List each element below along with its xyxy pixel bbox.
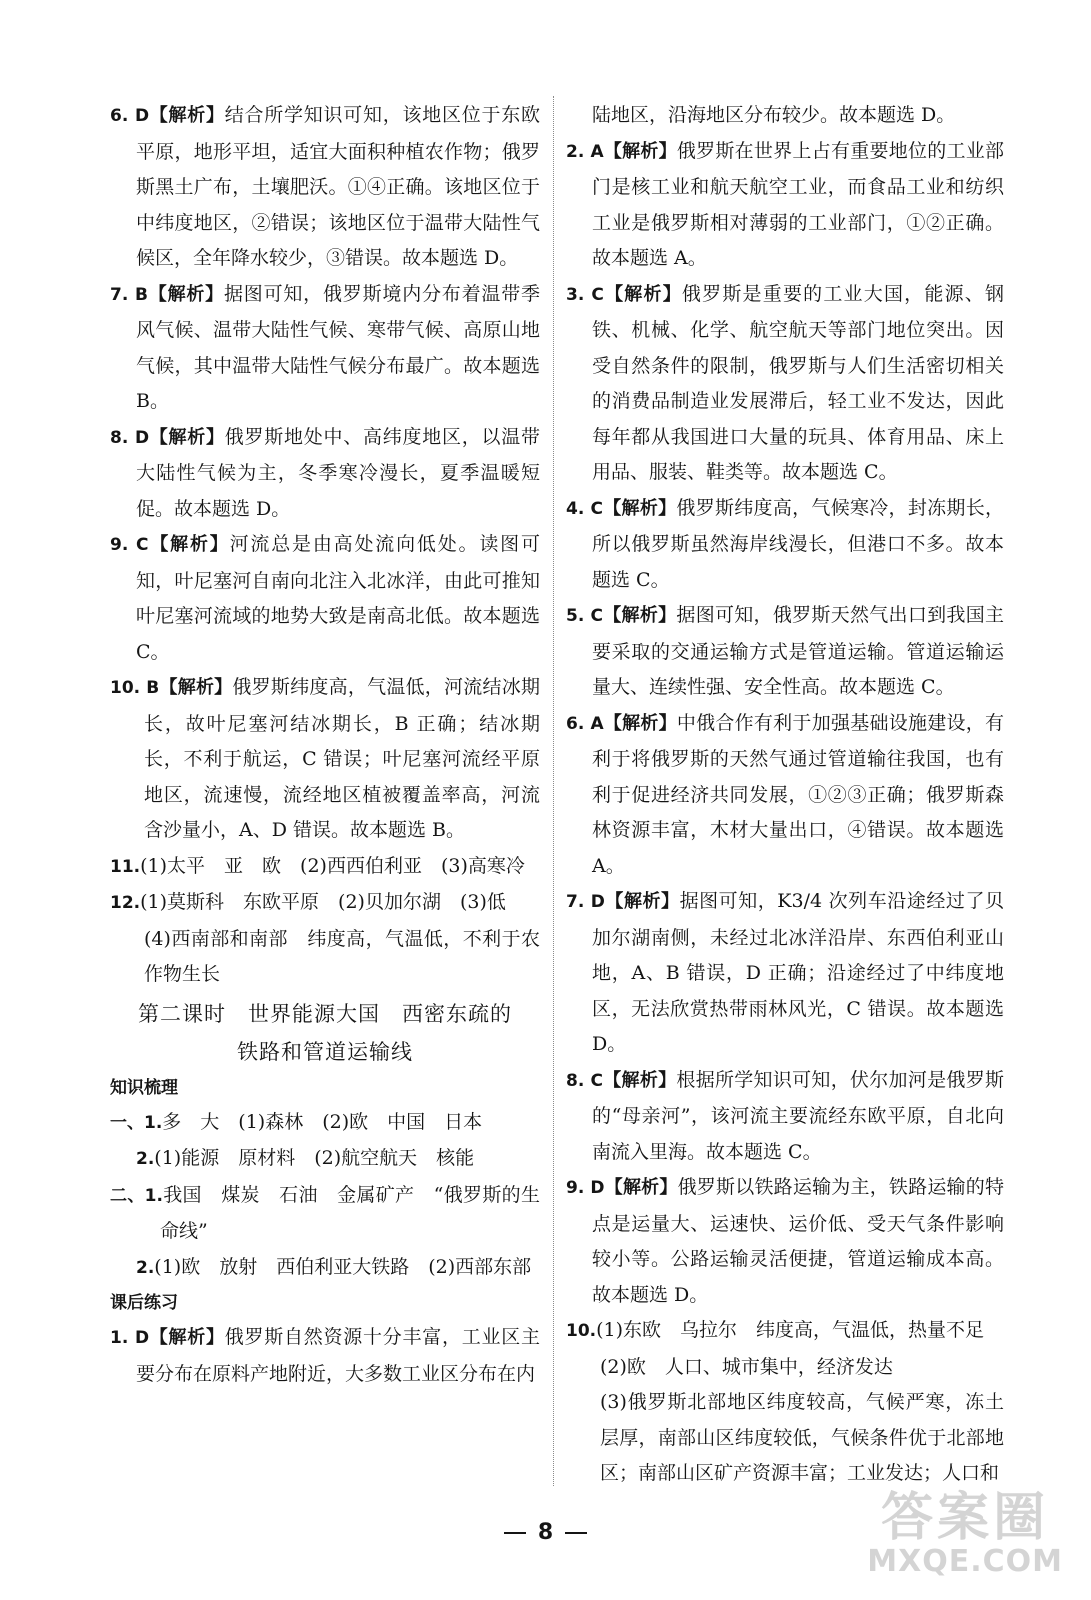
answer-item: 6. D【解析】结合所学知识可知，该地区位于东欧平原，地形平坦，适宜大面积种植农作物；俄罗斯黑土广布，土壤肥沃。①④正确。该地区位于中纬度地区，②错误；该地区位于温带大陆性气候区，全年降水较少，③错误。故本题选 D。 — [110, 104, 540, 269]
answer-item: 9. D【解析】俄罗斯以铁路运输为主，铁路运输的特点是运量大、运速快、运价低、受天气条件影响较小等。公路运输灵活便捷，管道运输成本高。故本题选 D。 — [566, 1176, 1004, 1306]
answer-item: 1. D【解析】俄罗斯自然资源十分丰富，工业区主要分布在原料产地附近，大多数工业区分布在内 — [110, 1326, 540, 1385]
answer-item-continuation: 陆地区，沿海地区分布较少。故本题选 D。 — [592, 104, 956, 126]
answer-item: 8. D【解析】俄罗斯地处中、高纬度地区，以温带大陆性气候为主，冬季寒冷漫长，夏季温暖短促。故本题选 D。 — [110, 425, 540, 520]
answer-item: 7. D【解析】据图可知，K3/4 次列车沿途经过了贝加尔湖南侧，未经过北冰洋沿岸、东西伯利亚山地，A、B 错误，D 正确；沿途经过了中纬度地区，无法欣赏热带雨林风光，C 错误。故本题选 D。 — [566, 890, 1004, 1055]
answer-item: 8. C【解析】根据所学知识可知，伏尔加河是俄罗斯的“母亲河”，该河流主要流经东欧平原，自北向南流入里海。故本题选 C。 — [566, 1068, 1004, 1163]
footer-dash-left — [504, 1532, 526, 1534]
answer-item: 4. C【解析】俄罗斯纬度高，气候寒冷，封冻期长，所以俄罗斯虽然海岸线漫长，但港口不多。故本题选 C。 — [566, 496, 1004, 591]
footer-dash-right — [565, 1532, 587, 1534]
answer-item: 6. A【解析】中俄合作有利于加强基础设施建设，有利于将俄罗斯的天然气通过管道输往我国，也有利于促进经济共同发展，①②③正确；俄罗斯森林资源丰富，木材大量出口，④错误。故本题选 A。 — [566, 711, 1004, 877]
answer-item-continuation: (4)西南部和南部 纬度高，气温低，不利于农作物生长 — [144, 927, 540, 985]
answer-item: 12.(1)莫斯科 东欧平原 (2)贝加尔湖 (3)低 — [110, 891, 506, 913]
knowledge-item: 2.(1)欧 放射 西伯利亚大铁路 (2)西部东部 — [136, 1255, 532, 1278]
answer-item: 5. C【解析】据图可知，俄罗斯天然气出口到我国主要采取的交通运输方式是管道运输。管道运输运量大、连续性强、安全性高。故本题选 C。 — [566, 604, 1004, 698]
answer-item: 10. B【解析】俄罗斯纬度高，气温低，河流结冰期长，故叶尼塞河结冰期长，B 正确；结冰期长，不利于航运，C 错误；叶尼塞河流经平原地区，流速慢，流经地区植被覆盖率高，河流含沙量小，A、D 错误。故本题选 B。 — [110, 676, 540, 841]
column-divider — [553, 96, 554, 1486]
answer-item: 9. C【解析】河流总是由高处流向低处。读图可知，叶尼塞河自南向北注入北冰洋，由此可推知叶尼塞河流域的地势大致是南高北低。故本题选 C。 — [110, 533, 540, 663]
answer-item: 2. A【解析】俄罗斯在世界上占有重要地位的工业部门是核工业和航天航空工业，而食品工业和纺织工业是俄罗斯相对薄弱的工业部门，①②正确。故本题选 A。 — [566, 139, 1004, 269]
answer-item-continuation: (3)俄罗斯北部地区纬度较高，气候严寒，冻土层厚，南部山区纬度较低，气候条件优于北部地区；南部山区矿产资源丰富；工业发达；人口和 — [600, 1391, 1004, 1484]
section-title: 第二课时 世界能源大国 西密东疏的 铁路和管道运输线 — [138, 1001, 512, 1064]
knowledge-item: 一、1.多 大 (1)森林 (2)欧 中国 日本 — [110, 1110, 483, 1133]
knowledge-item: 二、1.我国 煤炭 石油 金属矿产 “俄罗斯的生命线” — [110, 1183, 540, 1242]
watermark-logo: 答案圈 MXQE.COM — [867, 1488, 1063, 1579]
answer-item: 11.(1)太平 亚 欧 (2)西西伯利亚 (3)高寒冷 — [110, 854, 525, 877]
knowledge-heading: 知识梳理 — [110, 1077, 178, 1098]
knowledge-item: 2.(1)能源 原材料 (2)航空航天 核能 — [136, 1147, 475, 1169]
right-column — [566, 98, 1004, 1492]
page-number: 8 — [537, 1520, 554, 1545]
practice-heading: 课后练习 — [110, 1293, 178, 1313]
left-column — [110, 98, 540, 1392]
answer-item: 7. B【解析】据图可知，俄罗斯境内分布着温带季风气候、温带大陆性气候、寒带气候、高原山地气候，其中温带大陆性气候分布最广。故本题选 B。 — [110, 282, 540, 412]
answer-item: 3. C【解析】俄罗斯是重要的工业大国，能源、钢铁、机械、化学、航空航天等部门地位突出。因受自然条件的限制，俄罗斯与人们生活密切相关的消费品制造业发展滞后，轻工业不发达，因此每年都从我国进口大量的玩具、体育用品、床上用品、服装、鞋类等。故本题选 C。 — [566, 282, 1004, 483]
answer-item-continuation: (2)欧 人口、城市集中，经济发达 — [600, 1355, 893, 1378]
answer-item: 10.(1)东欧 乌拉尔 纬度高，气温低，热量不足 — [566, 1319, 985, 1341]
